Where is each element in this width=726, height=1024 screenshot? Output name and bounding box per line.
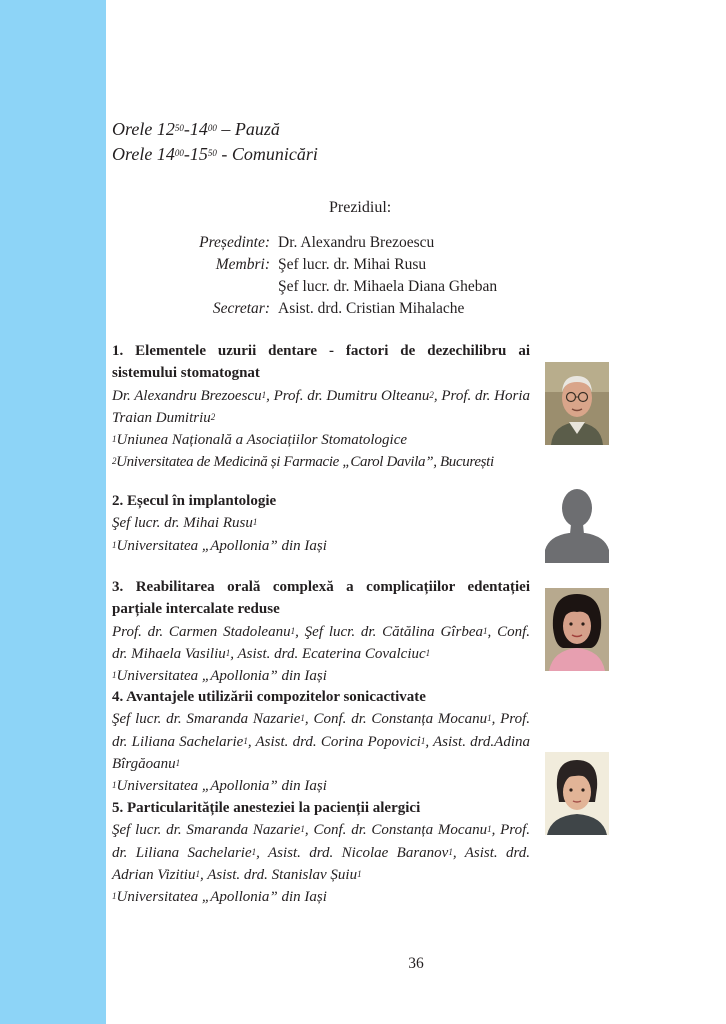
speaker-photo-elderly-man bbox=[545, 362, 609, 445]
author-name: Asist. drd. Corina Popovici bbox=[255, 733, 421, 750]
presidium-title: Prezidiul: bbox=[329, 199, 392, 216]
author-name: Prof. dr. Liliana Sachelarie bbox=[112, 822, 531, 861]
affiliation-index: 1 bbox=[112, 891, 117, 902]
presentation-title: 1. Elementele uzurii dentare - factori de dezechilibru ai sistemului stomatognat bbox=[112, 343, 530, 382]
author-separator: , bbox=[295, 623, 305, 640]
author-separator: , bbox=[266, 387, 274, 404]
affiliation-index: 2 bbox=[112, 456, 117, 467]
page-number: 36 bbox=[408, 955, 424, 972]
author-affiliation-index: 1 bbox=[175, 757, 181, 768]
presidium-role: Membri: bbox=[215, 256, 270, 273]
author-affiliation-index: 1 bbox=[300, 713, 305, 724]
author-separator: , bbox=[199, 866, 208, 883]
author-name: Dr. Alexandru Brezoescu bbox=[112, 387, 262, 404]
affiliation bbox=[112, 886, 530, 908]
author-name: Prof. dr. Carmen Stadoleanu bbox=[112, 623, 291, 640]
affiliation-index: 1 bbox=[112, 434, 117, 445]
presentation-entry-1 bbox=[112, 340, 530, 474]
side-color-band bbox=[0, 0, 106, 1024]
author-name: Asist. drd. Nicolae Baranov bbox=[267, 844, 449, 861]
talks-start-minutes: 00 bbox=[174, 148, 184, 158]
affiliation bbox=[112, 429, 530, 451]
affiliation-text: Universitatea „Apollonia” din Iași bbox=[116, 889, 327, 906]
pause-time-lead: Orele 12 bbox=[112, 119, 175, 139]
presentation-authors bbox=[112, 621, 530, 666]
placeholder-silhouette-icon bbox=[545, 480, 609, 563]
author-name: Conf. dr. Mihaela Vasiliu bbox=[112, 623, 530, 662]
author-affiliation-index: 1 bbox=[357, 868, 362, 879]
presidium-row bbox=[150, 298, 497, 320]
presentation-title: 5. Particularitățile anesteziei la pacienții alergici bbox=[112, 800, 421, 816]
author-name: Şef lucr. dr. Cătălina Gîrbea bbox=[304, 623, 483, 640]
author-name: Prof. dr. Liliana Sachelarie bbox=[112, 711, 531, 750]
presidium-row bbox=[150, 254, 497, 276]
author-separator: , bbox=[230, 645, 238, 662]
affiliation bbox=[112, 665, 530, 687]
presidium-role: Președinte: bbox=[199, 234, 270, 251]
talks-time-mid: -15 bbox=[183, 144, 208, 164]
affiliation-index: 1 bbox=[112, 539, 117, 550]
affiliation-text: Universitatea „Apollonia” din Iași bbox=[116, 778, 327, 795]
affiliation bbox=[112, 775, 530, 797]
presentation-entry-5 bbox=[112, 797, 530, 908]
author-name: Şef lucr. dr. Smaranda Nazarie bbox=[112, 711, 301, 728]
author-affiliation-index: 1 bbox=[252, 517, 258, 528]
presentation-entry-4 bbox=[112, 686, 530, 797]
presidium-role bbox=[150, 276, 278, 298]
presentation-authors bbox=[112, 708, 530, 775]
author-name: Şef lucr. dr. Smaranda Nazarie bbox=[112, 822, 301, 839]
author-affiliation-index: 1 bbox=[195, 868, 200, 879]
presentation-title: 3. Reabilitarea orală complexă a complicațiilor edentației parțiale intercalate reduse bbox=[112, 579, 530, 618]
author-affiliation-index: 1 bbox=[482, 625, 488, 636]
author-separator: , bbox=[452, 844, 465, 861]
author-affiliation-index: 1 bbox=[487, 713, 492, 724]
author-affiliation-index: 1 bbox=[243, 735, 248, 746]
author-affiliation-index: 2 bbox=[210, 411, 216, 422]
author-affiliation-index: 1 bbox=[487, 824, 492, 835]
presidium-name: Dr. Alexandru Brezoescu bbox=[278, 234, 435, 251]
schedule-pause-line bbox=[112, 117, 318, 142]
author-affiliation-index: 1 bbox=[290, 625, 296, 636]
author-name: Prof. dr. Dumitru Olteanu bbox=[273, 387, 430, 404]
author-name: Asist. drd. Stanislav Șuiu bbox=[207, 866, 358, 883]
author-name: Asist. drd. Adrian Vizitiu bbox=[112, 844, 530, 883]
affiliation-text: Universitatea „Apollonia” din Iași bbox=[116, 668, 327, 685]
author-name: Prof. dr. Horia Traian Dumitriu bbox=[112, 387, 531, 426]
talks-end-minutes: 50 bbox=[207, 148, 217, 158]
presidium-role: Secretar: bbox=[212, 300, 270, 317]
presidium-row bbox=[150, 276, 497, 298]
presidium-row bbox=[150, 232, 497, 254]
speaker-photo-woman bbox=[545, 588, 609, 671]
author-separator: , bbox=[425, 733, 434, 750]
affiliation bbox=[112, 535, 530, 557]
presidium-name: Şef lucr. dr. Mihaela Diana Gheban bbox=[278, 278, 498, 295]
presentation-title: 4. Avantajele utilizării compozitelor sonicactivate bbox=[112, 689, 426, 705]
author-affiliation-index: 1 bbox=[420, 735, 426, 746]
schedule-block bbox=[112, 117, 318, 167]
author-separator: , bbox=[433, 387, 442, 404]
pause-start-minutes: 50 bbox=[174, 123, 184, 133]
schedule-talks-line bbox=[112, 142, 318, 167]
pause-end-minutes: 00 bbox=[207, 123, 217, 133]
affiliation-index: 1 bbox=[112, 670, 117, 681]
affiliation-index: 1 bbox=[112, 780, 117, 791]
presentation-authors bbox=[112, 819, 530, 886]
author-separator: , bbox=[256, 844, 268, 861]
affiliation-text: Universitatea de Medicină și Farmacie „Carol Davila”, București bbox=[116, 454, 494, 471]
speaker-photo-young-woman bbox=[545, 752, 609, 835]
affiliation-text: Uniunea Națională a Asociațiilor Stomatologice bbox=[116, 432, 408, 449]
author-separator: , bbox=[247, 733, 256, 750]
author-separator: , bbox=[304, 711, 314, 728]
author-name: Asist. drd. Ecaterina Covalciuc bbox=[237, 645, 426, 662]
author-affiliation-index: 1 bbox=[448, 846, 453, 857]
presidium-name: Asist. drd. Cristian Mihalache bbox=[278, 300, 465, 317]
author-separator: , bbox=[491, 822, 501, 839]
author-name: Conf. dr. Constanța Mocanu bbox=[313, 822, 488, 839]
presentation-authors bbox=[112, 385, 530, 430]
pause-time-mid: -14 bbox=[183, 119, 208, 139]
author-name: Asist. drd.Adina Bîrgăoanu bbox=[112, 733, 530, 772]
author-affiliation-index: 1 bbox=[300, 824, 305, 835]
author-affiliation-index: 1 bbox=[225, 647, 231, 658]
author-separator: , bbox=[487, 623, 498, 640]
presentation-entry-2 bbox=[112, 490, 530, 557]
presentation-authors bbox=[112, 512, 530, 534]
affiliation-text: Universitatea „Apollonia” din Iași bbox=[116, 537, 327, 554]
affiliation bbox=[112, 451, 530, 473]
author-name: Conf. dr. Constanța Mocanu bbox=[313, 711, 488, 728]
presidium-name: Şef lucr. dr. Mihai Rusu bbox=[278, 256, 427, 273]
author-affiliation-index: 1 bbox=[261, 389, 267, 400]
talks-time-lead: Orele 14 bbox=[112, 144, 175, 164]
talks-label: - Comunicări bbox=[216, 144, 318, 164]
pause-label: – Pauză bbox=[216, 119, 280, 139]
presidium-list bbox=[150, 232, 497, 320]
author-affiliation-index: 1 bbox=[251, 846, 257, 857]
presentation-entry-3 bbox=[112, 576, 530, 687]
author-affiliation-index: 1 bbox=[425, 647, 431, 658]
presentation-title: 2. Eșecul în implantologie bbox=[112, 493, 277, 509]
author-separator: , bbox=[304, 822, 314, 839]
author-affiliation-index: 2 bbox=[429, 389, 434, 400]
author-name: Şef lucr. dr. Mihai Rusu bbox=[112, 515, 253, 532]
author-separator: , bbox=[491, 711, 501, 728]
